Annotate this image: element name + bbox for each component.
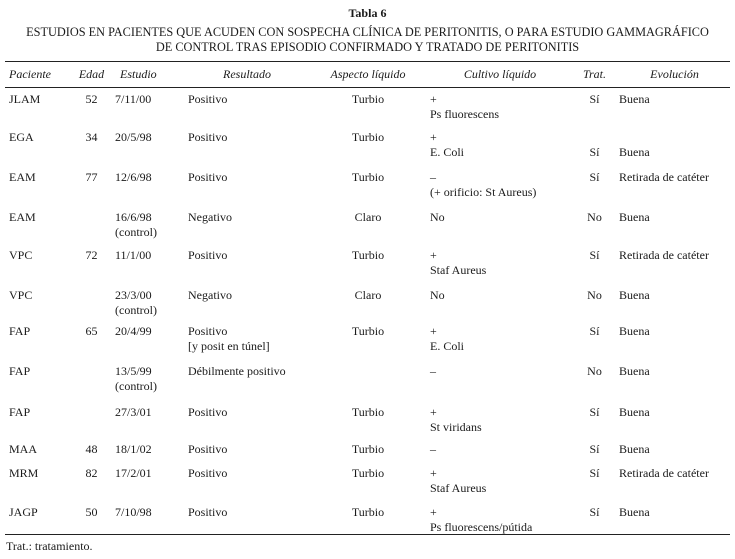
cell-trat-line: Sí (589, 324, 600, 338)
cell-aspecto-line: Turbio (351, 248, 385, 262)
cell-estudio (115, 437, 188, 461)
cell-trat (570, 283, 619, 319)
cell-evolucion-line: Retirada de catéter (619, 466, 709, 480)
cell-aspecto (306, 359, 430, 400)
cell-paciente: EAM (9, 170, 36, 184)
cell-cultivo (430, 125, 570, 165)
cell-resultado-line: Positivo (188, 92, 228, 106)
cell-estudio (115, 283, 188, 319)
cell-evolucion (619, 319, 730, 359)
cell-paciente: VPC (9, 288, 33, 302)
cell-estudio-line: 13/5/99 (115, 364, 152, 378)
cell-trat (570, 205, 619, 243)
cell-aspecto-line: Turbio (351, 170, 385, 184)
column-header-paciente: Paciente (9, 67, 51, 81)
cell-cultivo (430, 205, 570, 243)
cell-cultivo (430, 400, 570, 437)
cell-cultivo-line: – (430, 170, 436, 184)
cell-estudio-line: (control) (115, 303, 157, 317)
cell-cultivo-line: Staf Aureus (430, 481, 487, 495)
cell-evolucion (619, 283, 730, 319)
cell-evolucion-line (619, 130, 730, 145)
cell-paciente: FAP (9, 364, 31, 378)
cell-trat (570, 437, 619, 461)
data-table (5, 62, 730, 540)
cell-aspecto-line: Turbio (351, 130, 385, 144)
cell-aspecto-line (306, 364, 430, 379)
cell-resultado (188, 400, 306, 437)
cell-evolucion (619, 243, 730, 283)
cell-trat-line: Sí (589, 466, 600, 480)
cell-evolucion (619, 437, 730, 461)
column-header-trat: Trat. (582, 67, 606, 81)
cell-trat-line: No (587, 364, 602, 378)
column-header-evolucion: Evolución (650, 67, 699, 81)
cell-evolucion (619, 500, 730, 540)
cell-aspecto-line: Claro (354, 210, 382, 224)
cell-aspecto-line: Turbio (351, 466, 385, 480)
cell-evolucion-line: Buena (619, 405, 650, 419)
cell-aspecto-line: Turbio (351, 324, 385, 338)
cell-cultivo-line: E. Coli (430, 339, 465, 353)
cell-aspecto-line: Claro (354, 288, 382, 302)
cell-resultado-line: Positivo (188, 324, 228, 338)
cell-cultivo (430, 500, 570, 540)
table-row (5, 205, 730, 243)
cell-paciente: VPC (9, 248, 33, 262)
cell-evolucion (619, 461, 730, 500)
cell-estudio-line: 11/1/00 (115, 248, 152, 262)
cell-evolucion (619, 87, 730, 125)
cell-estudio-line: (control) (115, 225, 157, 239)
cell-aspecto (306, 205, 430, 243)
cell-edad: 82 (85, 466, 98, 480)
column-header-edad: Edad (78, 67, 105, 81)
cell-aspecto (306, 87, 430, 125)
cell-aspecto (306, 125, 430, 165)
cell-estudio-line: 16/6/98 (115, 210, 152, 224)
table-row (5, 243, 730, 283)
cell-cultivo-line: + (430, 92, 437, 106)
cell-cultivo-line: No (430, 210, 445, 224)
cell-resultado (188, 243, 306, 283)
cell-evolucion-line: Buena (619, 288, 650, 302)
cell-trat-line: Sí (589, 248, 600, 262)
table-subtitle-line-1: ESTUDIOS EN PACIENTES QUE ACUDEN CON SOSPECHA CLÍNICA DE PERITONITIS, O PARA ESTUDIO GAMMAGRÁFICO (26, 25, 709, 39)
cell-resultado-line: Positivo (188, 466, 228, 480)
cell-resultado (188, 437, 306, 461)
cell-edad: 34 (85, 130, 98, 144)
cell-resultado (188, 165, 306, 205)
cell-edad (68, 205, 115, 243)
cell-edad: 48 (85, 442, 98, 456)
cell-cultivo (430, 319, 570, 359)
cell-paciente: FAP (9, 324, 31, 338)
cell-trat (570, 461, 619, 500)
table-row (5, 319, 730, 359)
cell-estudio (115, 319, 188, 359)
cell-edad (68, 400, 115, 437)
cell-estudio (115, 243, 188, 283)
cell-paciente: FAP (9, 405, 31, 419)
cell-cultivo-line: + (430, 248, 437, 262)
cell-evolucion (619, 359, 730, 400)
cell-estudio-line: 17/2/01 (115, 466, 152, 480)
cell-trat (570, 500, 619, 540)
cell-trat (570, 243, 619, 283)
cell-cultivo-line: No (430, 288, 445, 302)
cell-trat-line: No (587, 210, 602, 224)
cell-cultivo-line: E. Coli (430, 145, 465, 159)
cell-evolucion-line: Buena (619, 145, 650, 159)
cell-cultivo-line: (+ orificio: St Aureus) (430, 185, 537, 199)
cell-resultado-line: Positivo (188, 405, 228, 419)
cell-paciente: MRM (9, 466, 39, 480)
cell-cultivo-line: Staf Aureus (430, 263, 487, 277)
cell-resultado-line: Positivo (188, 170, 228, 184)
cell-paciente: JLAM (9, 92, 41, 106)
cell-trat-line: Sí (589, 170, 600, 184)
column-header-estudio: Estudio (120, 67, 157, 81)
cell-resultado (188, 125, 306, 165)
cell-aspecto (306, 461, 430, 500)
cell-resultado-line: [y posit en túnel] (188, 339, 270, 353)
cell-edad (68, 283, 115, 319)
cell-edad: 50 (85, 505, 98, 519)
cell-evolucion (619, 400, 730, 437)
cell-estudio (115, 205, 188, 243)
table-row (5, 283, 730, 319)
cell-cultivo-line: Ps fluorescens (430, 107, 499, 121)
cell-evolucion-line: Buena (619, 210, 650, 224)
table-row (5, 400, 730, 437)
cell-evolucion-line: Retirada de catéter (619, 170, 709, 184)
cell-edad: 65 (85, 324, 98, 338)
cell-trat-line: Sí (589, 145, 600, 159)
cell-aspecto-line: Turbio (351, 505, 385, 519)
cell-trat (570, 87, 619, 125)
cell-estudio-line: 7/11/00 (115, 92, 152, 106)
cell-estudio-line: (control) (115, 379, 157, 393)
table-row (5, 461, 730, 500)
cell-aspecto (306, 437, 430, 461)
cell-trat-line: No (587, 288, 602, 302)
cell-evolucion-line: Retirada de catéter (619, 248, 709, 262)
cell-cultivo-line: St viridans (430, 420, 482, 434)
column-header-resultado: Resultado (223, 67, 271, 81)
cell-resultado-line: Negativo (188, 288, 232, 302)
cell-estudio-line: 20/5/98 (115, 130, 152, 144)
cell-resultado (188, 359, 306, 400)
cell-trat-line (570, 130, 619, 145)
cell-resultado-line: Positivo (188, 130, 228, 144)
cell-cultivo-line: + (430, 505, 437, 519)
cell-aspecto (306, 283, 430, 319)
table-row (5, 87, 730, 125)
cell-resultado (188, 319, 306, 359)
cell-cultivo (430, 243, 570, 283)
cell-estudio (115, 125, 188, 165)
column-header-aspecto: Aspecto líquido (330, 67, 406, 81)
cell-cultivo (430, 437, 570, 461)
cell-evolucion (619, 205, 730, 243)
cell-estudio-line: 18/1/02 (115, 442, 152, 456)
cell-estudio-line: 27/3/01 (115, 405, 152, 419)
cell-resultado-line: Negativo (188, 210, 232, 224)
cell-estudio (115, 359, 188, 400)
cell-paciente: JAGP (9, 505, 38, 519)
cell-evolucion-line: Buena (619, 364, 650, 378)
cell-trat-line: Sí (589, 505, 600, 519)
table-row (5, 359, 730, 400)
cell-aspecto (306, 500, 430, 540)
table-row (5, 500, 730, 540)
cell-cultivo-line: Ps fluorescens/pútida (430, 520, 533, 534)
cell-cultivo-line: + (430, 130, 437, 144)
cell-cultivo (430, 359, 570, 400)
cell-cultivo-line: – (430, 364, 436, 378)
cell-cultivo-line: + (430, 405, 437, 419)
column-header-cultivo: Cultivo líquido (463, 67, 537, 81)
cell-aspecto (306, 243, 430, 283)
cell-estudio (115, 461, 188, 500)
table-title: Tabla 6 (348, 6, 387, 20)
cell-trat (570, 400, 619, 437)
cell-edad: 77 (85, 170, 98, 184)
table-row (5, 165, 730, 205)
cell-evolucion (619, 165, 730, 205)
cell-resultado-line: Positivo (188, 442, 228, 456)
cell-cultivo-line: – (430, 442, 436, 456)
cell-trat (570, 165, 619, 205)
cell-aspecto (306, 400, 430, 437)
cell-aspecto-line: Turbio (351, 405, 385, 419)
cell-estudio (115, 500, 188, 540)
cell-cultivo-line: + (430, 324, 437, 338)
cell-paciente: EGA (9, 130, 34, 144)
cell-evolucion-line: Buena (619, 324, 650, 338)
cell-trat-line: Sí (589, 442, 600, 456)
cell-aspecto (306, 165, 430, 205)
cell-estudio-line: 12/6/98 (115, 170, 152, 184)
cell-estudio-line: 7/10/98 (115, 505, 152, 519)
cell-aspecto (306, 319, 430, 359)
cell-resultado (188, 500, 306, 540)
cell-trat (570, 359, 619, 400)
header-row (5, 62, 730, 87)
cell-paciente: MAA (9, 442, 38, 456)
cell-resultado (188, 461, 306, 500)
cell-resultado-line: Positivo (188, 505, 228, 519)
cell-resultado (188, 205, 306, 243)
cell-resultado-line: Positivo (188, 248, 228, 262)
table-subtitle-line-2: DE CONTROL TRAS EPISODIO CONFIRMADO Y TRATADO DE PERITONITIS (155, 40, 580, 54)
cell-cultivo (430, 165, 570, 205)
cell-paciente: EAM (9, 210, 36, 224)
cell-edad: 52 (85, 92, 98, 106)
cell-estudio (115, 400, 188, 437)
cell-edad: 72 (85, 248, 98, 262)
cell-cultivo (430, 87, 570, 125)
cell-trat (570, 125, 619, 165)
cell-cultivo (430, 283, 570, 319)
cell-trat-line: Sí (589, 92, 600, 106)
cell-trat (570, 319, 619, 359)
cell-evolucion-line: Buena (619, 505, 650, 519)
table-row (5, 437, 730, 461)
cell-resultado-line: Débilmente positivo (188, 364, 286, 378)
cell-cultivo-line: + (430, 466, 437, 480)
cell-evolucion-line: Buena (619, 92, 650, 106)
cell-resultado (188, 283, 306, 319)
table-subtitle (0, 25, 735, 55)
cell-trat-line: Sí (589, 405, 600, 419)
cell-evolucion (619, 125, 730, 165)
cell-cultivo (430, 461, 570, 500)
cell-aspecto-line: Turbio (351, 92, 385, 106)
cell-evolucion-line: Buena (619, 442, 650, 456)
cell-estudio-line: 20/4/99 (115, 324, 152, 338)
table-footnote: Trat.: tratamiento. (6, 539, 93, 553)
cell-estudio (115, 165, 188, 205)
cell-edad (68, 359, 115, 400)
table-row (5, 125, 730, 165)
cell-estudio (115, 87, 188, 125)
cell-resultado (188, 87, 306, 125)
cell-aspecto-line: Turbio (351, 442, 385, 456)
cell-estudio-line: 23/3/00 (115, 288, 152, 302)
